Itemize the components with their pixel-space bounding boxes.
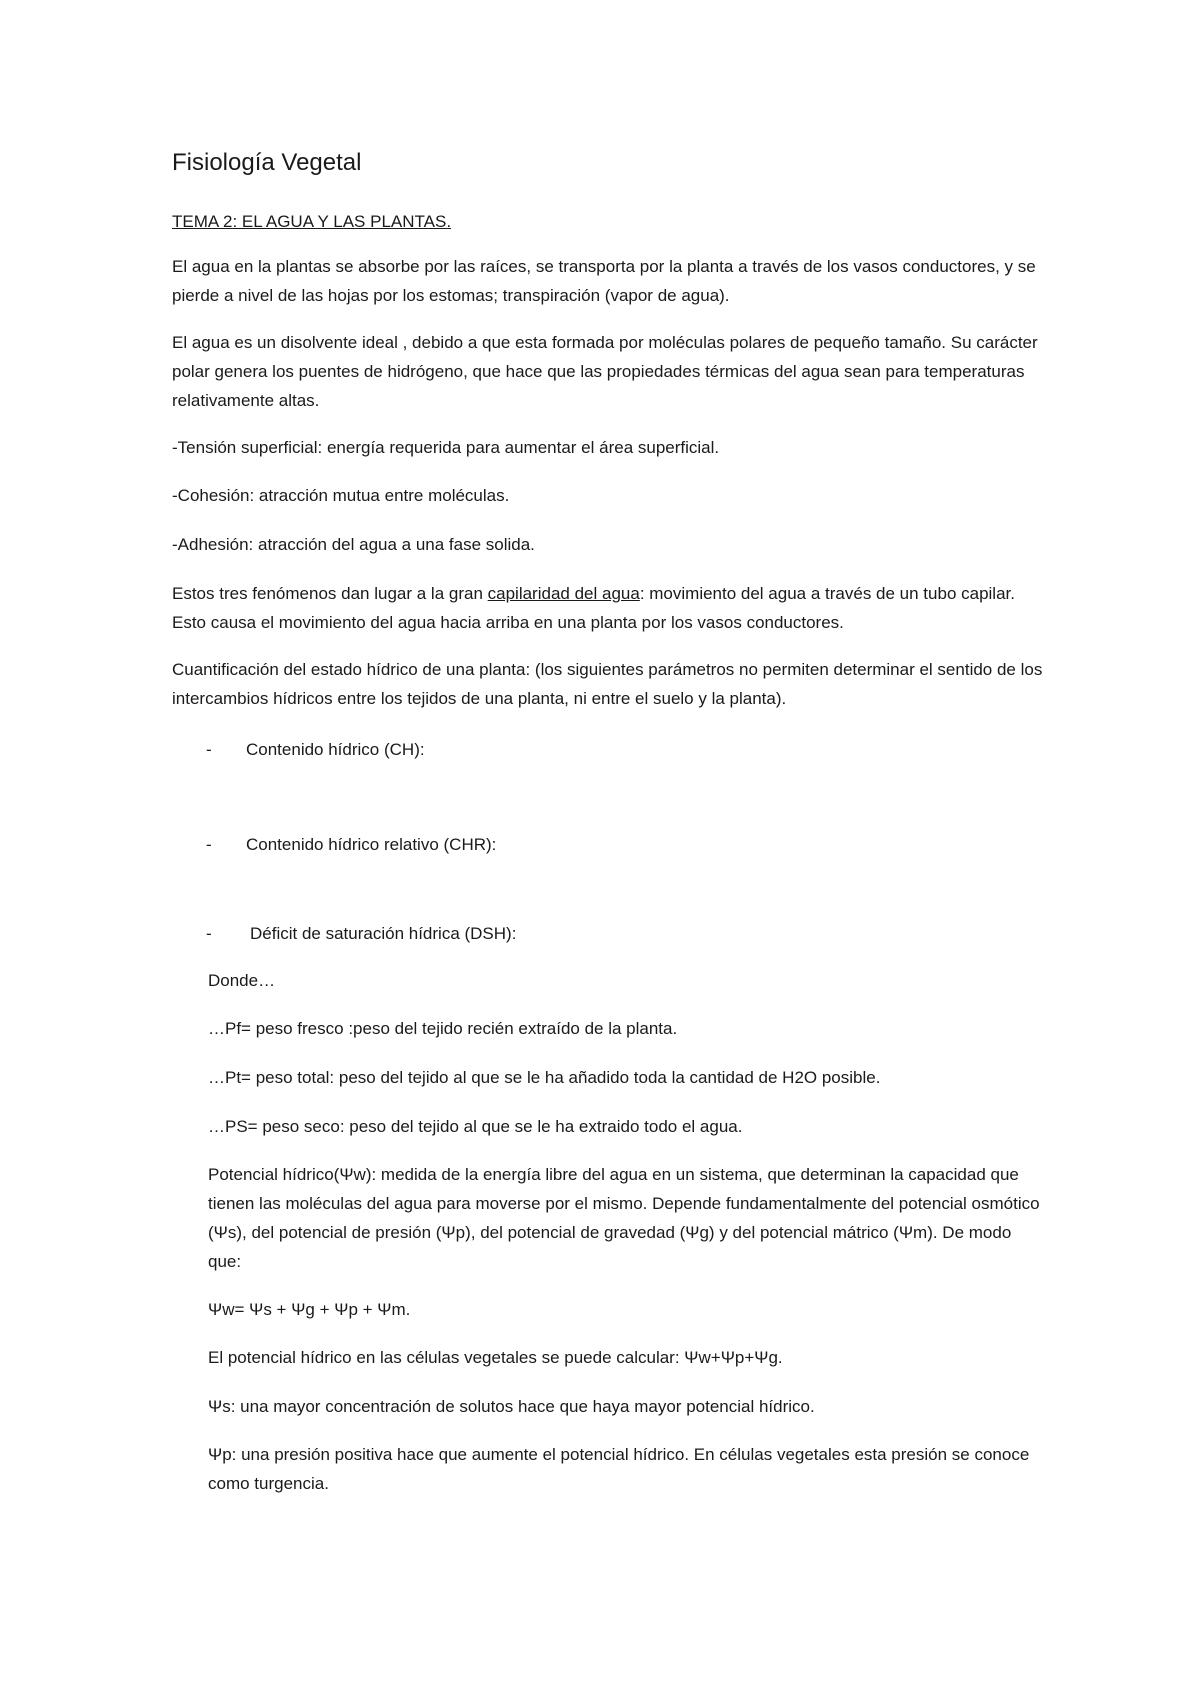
paragraph-pressure: Ψp: una presión positiva hace que aumente el potencial hídrico. En células vegetales esta presión se conoce como turgencia. bbox=[208, 1445, 1030, 1493]
document-title: Fisiología Vegetal bbox=[172, 149, 362, 176]
list-item-label: Contenido hídrico (CH): bbox=[246, 740, 425, 759]
list-dash: - bbox=[206, 740, 212, 759]
capillarity-term: capilaridad del agua bbox=[487, 584, 640, 603]
capillarity-text-before: Estos tres fenómenos dan lugar a la gran bbox=[172, 584, 488, 603]
list-dash: - bbox=[206, 835, 212, 854]
definition-pt: …Pt= peso total: peso del tejido al que se le ha añadido toda la cantidad de H2O posible. bbox=[208, 1068, 881, 1087]
list-item-label: Contenido hídrico relativo (CHR): bbox=[246, 835, 497, 854]
paragraph-cell-potential: El potencial hídrico en las células vegetales se puede calcular: Ψw+Ψp+Ψg. bbox=[208, 1348, 783, 1367]
list-dash: - bbox=[206, 924, 212, 943]
paragraph-solvent: El agua es un disolvente ideal , debido a que esta formada por moléculas polares de pequeño tamaño. Su carácter polar genera los puentes de hidrógeno, que hace que las propiedades térmicas del agua sean para temperaturas relativamente altas. bbox=[172, 333, 1038, 410]
formula-water-potential: Ψw= Ψs + Ψg + Ψp + Ψm. bbox=[208, 1300, 411, 1319]
paragraph-water-potential: Potencial hídrico(Ψw): medida de la energía libre del agua en un sistema, que determinan la capacidad que tienen las moléculas del agua para moverse por el mismo. Depende fundamentalmente del potencial osmótico (Ψs), del potencial de presión (Ψp), del potencial de gravedad (Ψg) y del potencial mátrico (Ψm). De modo que: bbox=[208, 1165, 1040, 1271]
list-item-label: Déficit de saturación hídrica (DSH): bbox=[250, 924, 517, 943]
where-label: Donde… bbox=[208, 971, 276, 990]
paragraph-surface-tension: -Tensión superficial: energía requerida para aumentar el área superficial. bbox=[172, 438, 720, 457]
paragraph-cohesion: -Cohesión: atracción mutua entre moléculas. bbox=[172, 486, 510, 505]
paragraph-absorption: El agua en la plantas se absorbe por las raíces, se transporta por la planta a través de los vasos conductores, y se pierde a nivel de las hojas por los estomas; transpiración (vapor de agua). bbox=[172, 257, 1036, 305]
paragraph-quantification: Cuantificación del estado hídrico de una planta: (los siguientes parámetros no permiten determinar el sentido de los intercambios hídricos entre los tejidos de una planta, ni entre el suelo y la planta). bbox=[172, 660, 1043, 708]
definition-pf: …Pf= peso fresco :peso del tejido recién extraído de la planta. bbox=[208, 1019, 678, 1038]
topic-heading: TEMA 2: EL AGUA Y LAS PLANTAS. bbox=[172, 212, 452, 231]
definition-ps: …PS= peso seco: peso del tejido al que se le ha extraido todo el agua. bbox=[208, 1117, 743, 1136]
paragraph-osmotic: Ψs: una mayor concentración de solutos hace que haya mayor potencial hídrico. bbox=[208, 1397, 815, 1416]
paragraph-adhesion: -Adhesión: atracción del agua a una fase solida. bbox=[172, 535, 535, 554]
capillarity-text-after: : movimiento del agua a través de un tubo capilar. Esto causa el movimiento del agua hacia arriba en una planta por los vasos conductores. bbox=[172, 584, 1015, 632]
paragraph-capillarity bbox=[172, 579, 1052, 637]
